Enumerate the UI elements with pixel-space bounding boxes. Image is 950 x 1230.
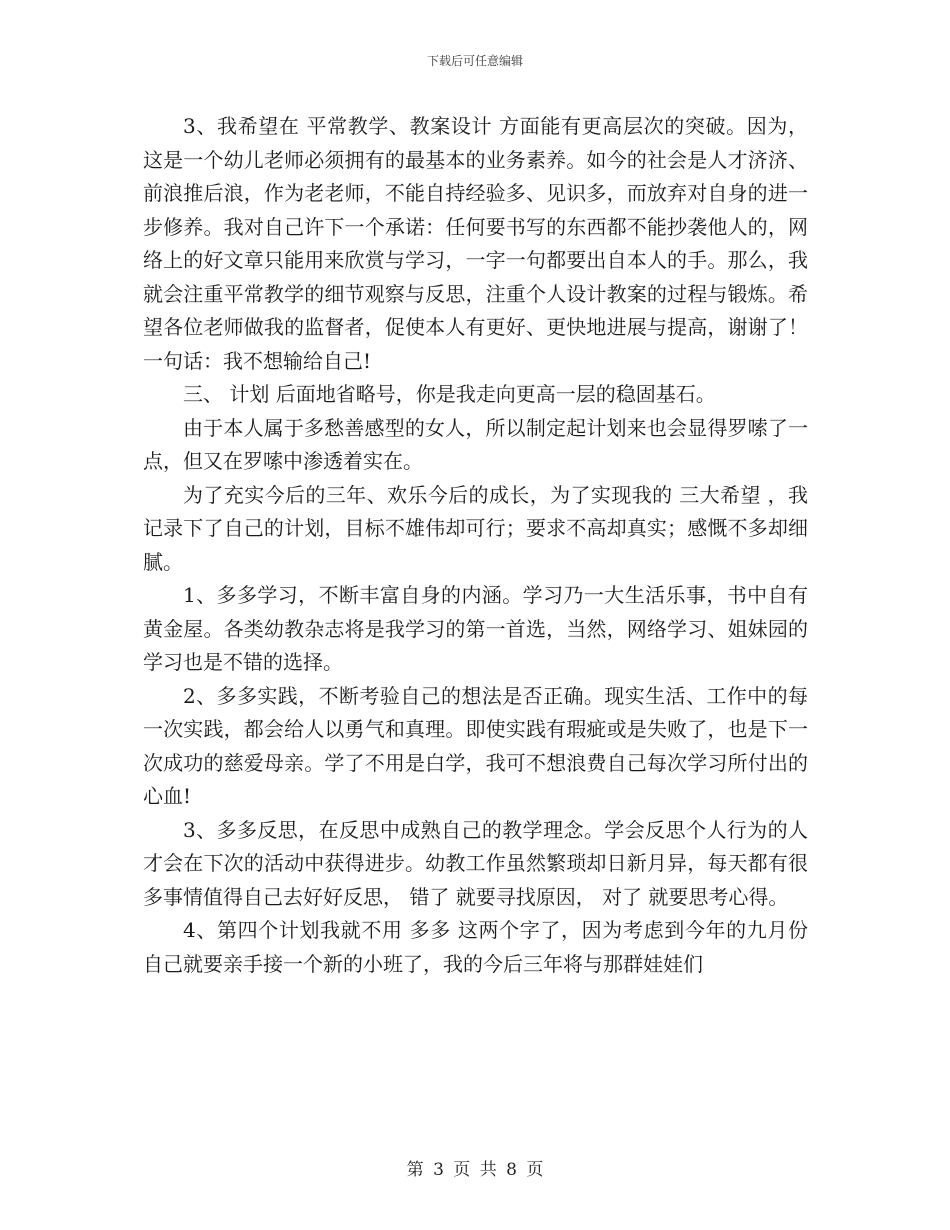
page-number-footer: 第 3 页 共 8 页 [406, 1160, 544, 1180]
paragraph-purpose: 为了充实今后的三年、欢乐今后的成长，为了实现我的 三大希望 ，我记录下了自己的计划，目标不雄伟却可行；要求不高却真实；感慨不多却细腻。 [143, 482, 808, 574]
paragraph-plan-4: 4、第四个计划我就不用 多多 这两个字了，因为考虑到今年的九月份自己就要亲手接一个新的小班了，我的今后三年将与那群娃娃们 [143, 918, 808, 976]
page-header-note: 下载后可任意编辑 [426, 54, 523, 68]
paragraph-plan-2: 2、多多实践，不断考验自己的想法是否正确。现实生活、工作中的每一次实践，都会给人以勇气和真理。即使实践有瑕疵或是失败了，也是下一次成功的慈爱母亲。学了不用是白学，我可不想浪费自己每次学习所付出的心血! [143, 683, 808, 808]
paragraph-goal-3: 3、我希望在 平常教学、教案设计 方面能有更高层次的突破。因为，这是一个幼儿老师必须拥有的最基本的业务素养。如今的社会是人才济济、前浪推后浪，作为老老师，不能自持经验多、见识多，而放弃对自身的进一步修养。我对自己许下一个承诺：任何要书写的东西都不能抄袭他人的，网络上的好文章只能用来欣赏与学习，一字一句都要出自本人的手。那么，我就会注重平常教学的细节观察与反思，注重个人设计教案的过程与锻炼。希望各位老师做我的监督者，促使本人有更好、更快地进展与提高，谢谢了！一句话：我不想输给自己! [143, 114, 808, 373]
paragraph-plan-3: 3、多多反思，在反思中成熟自己的教学理念。学会反思个人行为的人才会在下次的活动中获得进步。幼教工作虽然繁琐却日新月异，每天都有很多事情值得自己去好好反思， 错了 就要寻找原因， 对了 就要思考心得。 [143, 817, 808, 909]
paragraph-intro: 由于本人属于多愁善感型的女人，所以制定起计划来也会显得罗嗦了一点，但又在罗嗦中渗透着实在。 [143, 415, 808, 473]
document-body [143, 110, 808, 981]
paragraph-section-3-heading: 三、 计划 后面地省略号，你是我走向更高一层的稳固基石。 [183, 382, 716, 406]
paragraph-plan-1: 1、多多学习，不断丰富自身的内涵。学习乃一大生活乐事，书中自有黄金屋。各类幼教杂志将是我学习的第一首选，当然，网络学习、姐妹园的学习也是不错的选择。 [143, 583, 808, 674]
